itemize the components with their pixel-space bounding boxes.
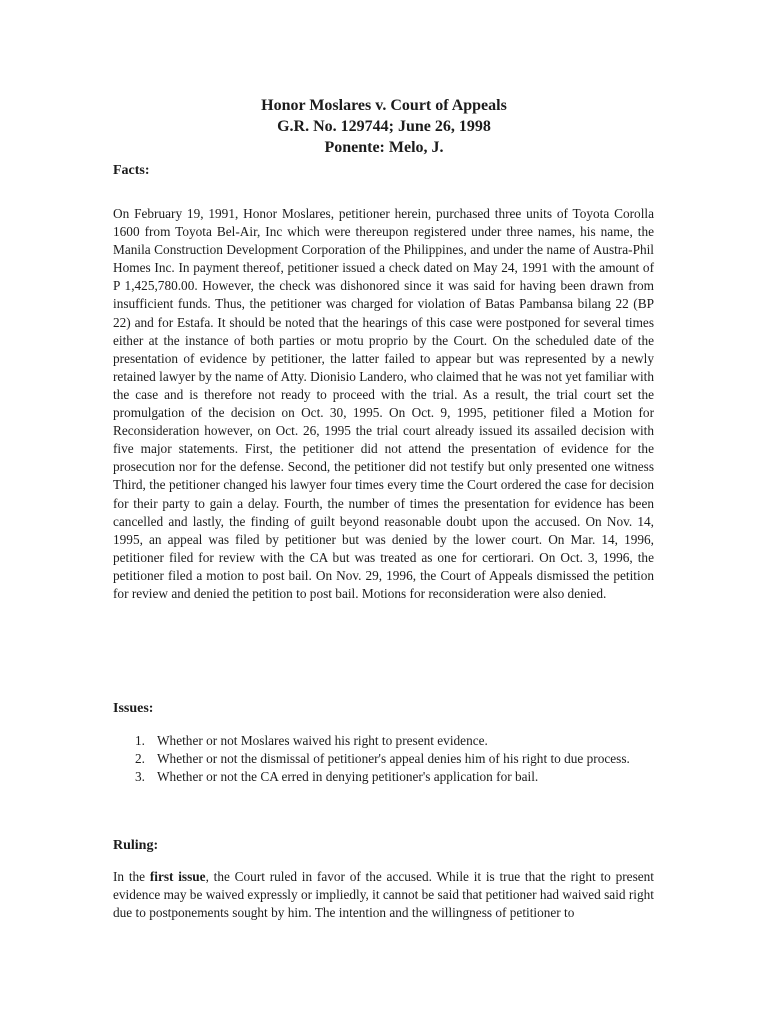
ruling-intro: In the [113,869,150,884]
list-item-text: Whether or not the CA erred in denying petitioner's application for bail. [157,769,539,784]
list-item [113,768,673,786]
list-item-number: 1. [135,733,145,748]
ruling-body: , the Court ruled in favor of the accused. While it is true that the right to present evidence may be waived expressly or impliedly, it cannot be said that petitioner had waived said right due to postponements sought by him. The intention and the willingness of petitioner to [113,869,654,921]
issues-list [113,732,673,786]
case-title: Honor Moslares v. Court of Appeals [261,97,507,114]
list-item-number: 3. [135,769,145,784]
ruling-emphasis: first issue [149,869,206,884]
list-item [113,750,673,768]
ruling-paragraph [113,868,654,922]
list-item [113,732,673,750]
list-item-text: Whether or not Moslares waived his right to present evidence. [157,733,488,748]
list-item-text: Whether or not the dismissal of petitioner's appeal denies him of his right to due process. [157,751,630,766]
facts-heading: Facts: [113,163,150,178]
issues-heading: Issues: [113,701,154,716]
case-number: G.R. No. 129744; June 26, 1998 [277,118,491,135]
list-item-number: 2. [135,751,145,766]
ruling-heading: Ruling: [113,838,159,853]
ponente: Ponente: Melo, J. [324,139,444,156]
facts-paragraph: On February 19, 1991, Honor Moslares, petitioner herein, purchased three units of Toyota Corolla 1600 from Toyota Bel-Air, Inc which were thereupon registered under three names, his name, the Manila Construction Development Corporation of the Philippines, and under the name of Austra-Phil Homes Inc. In payment thereof, petitioner issued a check dated on May 24, 1991 with the amount of P 1,425,780.00. However, the check was dishonored since it was said for having been drawn from insufficient funds. Thus, the petitioner was charged for violation of Batas Pambansa bilang 22 (BP 22) and for Estafa. It should be noted that the hearings of this case were postponed for several times either at the instance of both parties or motu proprio by the Court. On the scheduled date of the presentation of evidence by petitioner, the latter failed to appear but was represented by a newly retained lawyer by the name of Atty. Dionisio Landero, who claimed that he was not yet familiar with the case and is therefore not ready to proceed with the trial. As a result, the trial court set the promulgation of the decision on Oct. 30, 1995. On Oct. 9, 1995, petitioner filed a Motion for Reconsideration however, on Oct. 26, 1995 the trial court already issued its assailed decision with five major statements. First, the petitioner did not attend the presentation of evidence for the prosecution nor for the defense. Second, the petitioner did not testify but only presented one witness Third, the petitioner changed his lawyer four times every time the Court ordered the case for decision for their party to gain a delay. Fourth, the number of times the presentation for evidence has been cancelled and lastly, the finding of guilt beyond reasonable doubt upon the accused. On Nov. 14, 1995, an appeal was filed by petitioner but was denied by the lower court. On Mar. 14, 1996, petitioner filed for review with the CA but was treated as one for certiorari. On Oct. 3, 1996, the petitioner filed a motion to post bail. On Nov. 29, 1996, the Court of Appeals dismissed the petition for review and denied the petition to post bail. Motions for reconsideration were also denied. [113,206,654,601]
case-header [0,95,768,158]
